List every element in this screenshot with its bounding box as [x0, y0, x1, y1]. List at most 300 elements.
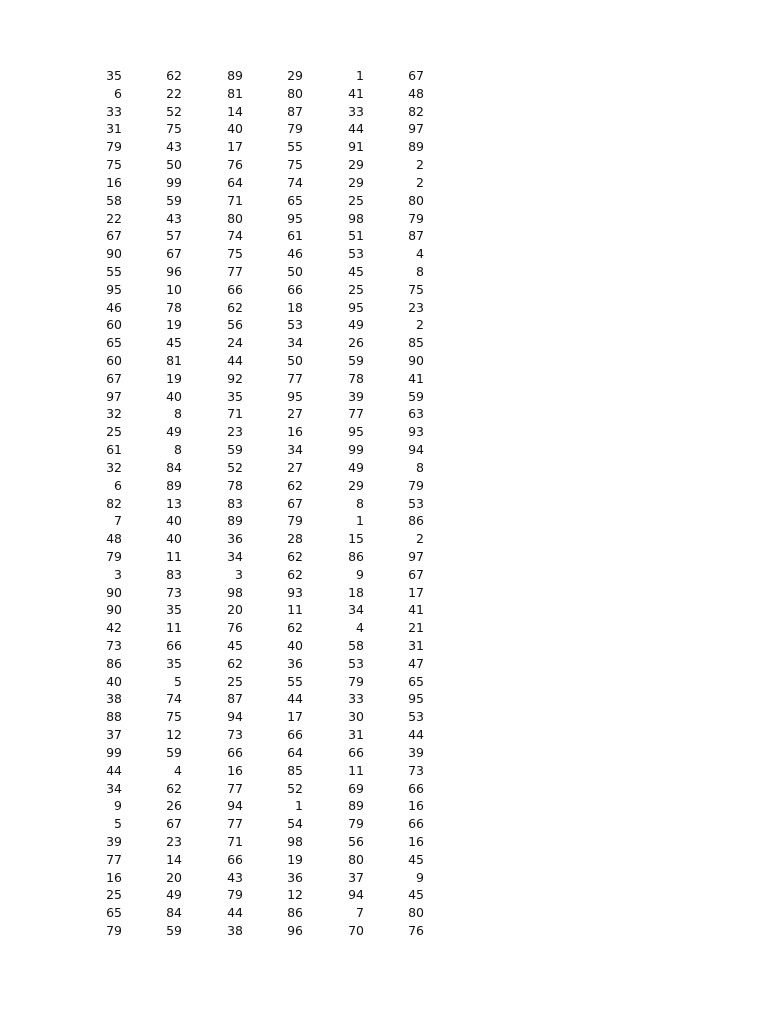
table-cell: 76 [408, 923, 424, 938]
table-cell: 71 [227, 192, 243, 208]
table-cell: 61 [287, 228, 303, 244]
table-cell: 2 [416, 317, 424, 333]
table-cell: 98 [348, 210, 364, 226]
table-cell: 59 [166, 192, 182, 208]
table-cell: 23 [227, 424, 243, 440]
table-row [0, 316, 768, 334]
table-cell: 59 [166, 923, 182, 938]
table-cell: 45 [227, 638, 243, 653]
table-cell: 55 [106, 263, 122, 279]
table-row [0, 459, 768, 477]
table-row [0, 405, 768, 423]
table-cell: 75 [166, 121, 182, 137]
table-cell: 11 [166, 620, 182, 636]
table-row [0, 780, 768, 798]
table-cell: 17 [227, 139, 243, 155]
table-cell: 36 [227, 531, 243, 547]
table-cell: 35 [166, 655, 182, 671]
table-cell: 8 [416, 263, 424, 279]
table-cell: 20 [166, 869, 182, 885]
table-cell: 31 [106, 121, 122, 137]
table-cell: 88 [106, 709, 122, 725]
table-cell: 64 [287, 744, 303, 760]
table-cell: 41 [408, 370, 424, 386]
table-row [0, 281, 768, 299]
table-cell: 66 [166, 638, 182, 653]
table-cell: 35 [166, 602, 182, 618]
table-cell: 59 [408, 388, 424, 404]
table-row [0, 156, 768, 174]
table-cell: 90 [408, 353, 424, 368]
table-cell: 99 [166, 174, 182, 190]
table-cell: 84 [166, 905, 182, 921]
table-cell: 44 [408, 727, 424, 743]
table-cell: 12 [287, 887, 303, 903]
table-cell: 57 [166, 228, 182, 244]
table-cell: 77 [227, 780, 243, 796]
table-cell: 40 [227, 121, 243, 137]
table-cell: 41 [408, 602, 424, 618]
table-cell: 40 [106, 673, 122, 689]
table-cell: 66 [408, 816, 424, 832]
table-row [0, 690, 768, 708]
table-cell: 73 [166, 584, 182, 600]
table-cell: 66 [227, 851, 243, 867]
table-cell: 9 [114, 798, 122, 814]
table-cell: 11 [287, 602, 303, 618]
table-cell: 44 [106, 762, 122, 778]
table-row [0, 103, 768, 121]
table-cell: 23 [408, 299, 424, 315]
table-cell: 74 [227, 228, 243, 244]
table-cell: 39 [106, 833, 122, 849]
table-row [0, 548, 768, 566]
table-row [0, 512, 768, 530]
table-cell: 17 [408, 584, 424, 600]
table-cell: 2 [416, 531, 424, 547]
table-cell: 38 [227, 923, 243, 938]
table-cell: 29 [348, 157, 364, 173]
table-cell: 4 [416, 246, 424, 262]
table-cell: 33 [348, 691, 364, 707]
table-cell: 95 [408, 691, 424, 707]
table-cell: 77 [227, 263, 243, 279]
table-cell: 43 [166, 139, 182, 155]
table-cell: 35 [106, 68, 122, 83]
table-cell: 94 [408, 442, 424, 458]
table-cell: 79 [227, 887, 243, 903]
table-cell: 80 [227, 210, 243, 226]
table-row [0, 904, 768, 922]
table-row [0, 370, 768, 388]
table-cell: 94 [227, 709, 243, 725]
table-cell: 70 [348, 923, 364, 938]
table-cell: 18 [348, 584, 364, 600]
table-cell: 79 [287, 121, 303, 137]
table-cell: 54 [287, 816, 303, 832]
table-cell: 75 [106, 157, 122, 173]
table-cell: 55 [287, 139, 303, 155]
table-cell: 4 [174, 762, 182, 778]
table-cell: 26 [166, 798, 182, 814]
table-cell: 62 [287, 566, 303, 582]
table-cell: 67 [408, 566, 424, 582]
table-cell: 66 [287, 281, 303, 297]
table-cell: 86 [287, 905, 303, 921]
table-row [0, 744, 768, 762]
table-cell: 34 [106, 780, 122, 796]
table-cell: 28 [287, 531, 303, 547]
table-cell: 52 [166, 103, 182, 119]
table-cell: 42 [106, 620, 122, 636]
table-cell: 2 [416, 157, 424, 173]
table-cell: 71 [227, 833, 243, 849]
table-row [0, 566, 768, 584]
table-cell: 86 [408, 513, 424, 529]
table-cell: 95 [287, 388, 303, 404]
table-cell: 94 [227, 798, 243, 814]
table-cell: 79 [348, 673, 364, 689]
table-row [0, 655, 768, 673]
table-cell: 99 [106, 744, 122, 760]
table-row [0, 210, 768, 228]
table-cell: 93 [287, 584, 303, 600]
table-cell: 62 [227, 655, 243, 671]
table-cell: 22 [166, 85, 182, 101]
table-cell: 25 [106, 424, 122, 440]
table-cell: 32 [106, 459, 122, 475]
table-cell: 62 [287, 548, 303, 564]
table-row [0, 334, 768, 352]
table-cell: 14 [227, 103, 243, 119]
table-cell: 71 [227, 406, 243, 422]
table-cell: 66 [287, 727, 303, 743]
table-cell: 55 [287, 673, 303, 689]
table-row [0, 833, 768, 851]
table-cell: 3 [235, 566, 243, 582]
table-cell: 18 [287, 299, 303, 315]
table-cell: 58 [348, 638, 364, 653]
table-row [0, 922, 768, 940]
table-cell: 6 [114, 85, 122, 101]
table-cell: 75 [166, 709, 182, 725]
table-cell: 78 [227, 477, 243, 493]
table-cell: 34 [348, 602, 364, 618]
table-cell: 78 [348, 370, 364, 386]
table-row [0, 138, 768, 156]
table-cell: 82 [106, 495, 122, 511]
table-cell: 83 [166, 566, 182, 582]
table-cell: 25 [348, 192, 364, 208]
table-cell: 84 [166, 459, 182, 475]
table-cell: 89 [166, 477, 182, 493]
table-row [0, 85, 768, 103]
table-cell: 23 [166, 833, 182, 849]
table-row [0, 174, 768, 192]
table-row [0, 245, 768, 263]
table-cell: 79 [348, 816, 364, 832]
table-cell: 79 [408, 477, 424, 493]
table-cell: 40 [166, 531, 182, 547]
table-cell: 37 [348, 869, 364, 885]
table-cell: 10 [166, 281, 182, 297]
table-cell: 44 [287, 691, 303, 707]
table-cell: 19 [166, 317, 182, 333]
table-cell: 11 [348, 762, 364, 778]
table-cell: 89 [408, 139, 424, 155]
table-cell: 98 [287, 833, 303, 849]
table-row [0, 637, 768, 655]
table-cell: 62 [287, 477, 303, 493]
table-cell: 20 [227, 602, 243, 618]
table-cell: 80 [348, 851, 364, 867]
table-cell: 27 [287, 459, 303, 475]
table-cell: 95 [106, 281, 122, 297]
table-cell: 53 [287, 317, 303, 333]
table-cell: 96 [287, 923, 303, 938]
table-cell: 33 [106, 103, 122, 119]
table-cell: 66 [408, 780, 424, 796]
table-row [0, 601, 768, 619]
table-row [0, 423, 768, 441]
table-cell: 19 [166, 370, 182, 386]
table-cell: 15 [348, 531, 364, 547]
table-cell: 79 [106, 923, 122, 938]
table-row [0, 708, 768, 726]
table-row [0, 851, 768, 869]
table-row [0, 495, 768, 513]
table-cell: 27 [287, 406, 303, 422]
table-cell: 2 [416, 174, 424, 190]
table-cell: 65 [408, 673, 424, 689]
table-cell: 22 [106, 210, 122, 226]
table-cell: 86 [106, 655, 122, 671]
table-cell: 76 [227, 157, 243, 173]
table-cell: 91 [348, 139, 364, 155]
table-cell: 17 [287, 709, 303, 725]
table-cell: 36 [287, 869, 303, 885]
table-cell: 45 [408, 887, 424, 903]
table-cell: 86 [348, 548, 364, 564]
table-cell: 81 [227, 85, 243, 101]
table-cell: 16 [227, 762, 243, 778]
table-cell: 89 [348, 798, 364, 814]
table-cell: 21 [408, 620, 424, 636]
table-row [0, 67, 768, 85]
table-cell: 14 [166, 851, 182, 867]
table-cell: 5 [174, 673, 182, 689]
table-cell: 89 [227, 513, 243, 529]
table-cell: 66 [227, 744, 243, 760]
table-cell: 62 [166, 68, 182, 83]
table-cell: 37 [106, 727, 122, 743]
table-cell: 16 [408, 798, 424, 814]
table-cell: 66 [348, 744, 364, 760]
table-cell: 56 [227, 317, 243, 333]
table-cell: 16 [106, 174, 122, 190]
table-cell: 77 [227, 816, 243, 832]
table-cell: 74 [166, 691, 182, 707]
table-cell: 87 [227, 691, 243, 707]
table-cell: 90 [106, 584, 122, 600]
table-cell: 63 [408, 406, 424, 422]
table-cell: 49 [348, 317, 364, 333]
table-cell: 67 [287, 495, 303, 511]
table-cell: 95 [348, 424, 364, 440]
table-cell: 44 [227, 353, 243, 368]
table-cell: 36 [287, 655, 303, 671]
table-cell: 79 [106, 548, 122, 564]
table-cell: 98 [227, 584, 243, 600]
table-cell: 3 [114, 566, 122, 582]
table-cell: 97 [408, 121, 424, 137]
table-cell: 7 [356, 905, 364, 921]
table-cell: 53 [408, 495, 424, 511]
table-cell: 11 [166, 548, 182, 564]
table-cell: 79 [408, 210, 424, 226]
table-row [0, 477, 768, 495]
table-cell: 59 [166, 744, 182, 760]
table-cell: 87 [408, 228, 424, 244]
table-cell: 97 [106, 388, 122, 404]
table-cell: 5 [114, 816, 122, 832]
table-cell: 95 [287, 210, 303, 226]
table-cell: 25 [348, 281, 364, 297]
table-cell: 73 [106, 638, 122, 653]
table-cell: 8 [356, 495, 364, 511]
table-row [0, 869, 768, 887]
table-cell: 46 [287, 246, 303, 262]
table-row [0, 263, 768, 281]
table-cell: 67 [106, 370, 122, 386]
table-row [0, 584, 768, 602]
table-cell: 59 [348, 353, 364, 368]
table-cell: 47 [408, 655, 424, 671]
table-cell: 69 [348, 780, 364, 796]
table-cell: 39 [348, 388, 364, 404]
table-cell: 48 [408, 85, 424, 101]
table-row [0, 530, 768, 548]
number-table [0, 67, 768, 940]
table-cell: 82 [408, 103, 424, 119]
table-cell: 75 [408, 281, 424, 297]
table-cell: 79 [287, 513, 303, 529]
table-cell: 83 [227, 495, 243, 511]
table-cell: 39 [408, 744, 424, 760]
table-row [0, 886, 768, 904]
table-cell: 44 [348, 121, 364, 137]
table-cell: 99 [348, 442, 364, 458]
table-cell: 61 [106, 442, 122, 458]
table-cell: 94 [348, 887, 364, 903]
table-cell: 60 [106, 353, 122, 368]
table-row [0, 299, 768, 317]
table-cell: 1 [356, 68, 364, 83]
table-cell: 62 [227, 299, 243, 315]
table-cell: 76 [227, 620, 243, 636]
table-cell: 13 [166, 495, 182, 511]
table-cell: 12 [166, 727, 182, 743]
table-cell: 65 [106, 335, 122, 351]
table-cell: 52 [287, 780, 303, 796]
table-cell: 77 [348, 406, 364, 422]
table-row [0, 441, 768, 459]
table-cell: 40 [166, 388, 182, 404]
table-cell: 58 [106, 192, 122, 208]
table-cell: 87 [287, 103, 303, 119]
table-cell: 6 [114, 477, 122, 493]
table-cell: 52 [227, 459, 243, 475]
table-cell: 34 [287, 442, 303, 458]
table-cell: 50 [287, 263, 303, 279]
table-cell: 34 [287, 335, 303, 351]
table-cell: 65 [287, 192, 303, 208]
table-cell: 97 [408, 548, 424, 564]
table-cell: 8 [174, 442, 182, 458]
table-cell: 16 [408, 833, 424, 849]
table-cell: 9 [356, 566, 364, 582]
table-row [0, 388, 768, 406]
table-row [0, 726, 768, 744]
table-cell: 80 [408, 905, 424, 921]
table-cell: 29 [348, 477, 364, 493]
table-row [0, 352, 768, 370]
table-row [0, 797, 768, 815]
table-cell: 50 [166, 157, 182, 173]
table-cell: 40 [166, 513, 182, 529]
table-cell: 67 [166, 246, 182, 262]
table-row [0, 619, 768, 637]
table-cell: 46 [106, 299, 122, 315]
table-cell: 44 [227, 905, 243, 921]
table-cell: 80 [408, 192, 424, 208]
table-cell: 96 [166, 263, 182, 279]
table-cell: 7 [114, 513, 122, 529]
table-cell: 59 [227, 442, 243, 458]
table-cell: 1 [356, 513, 364, 529]
table-cell: 64 [227, 174, 243, 190]
table-cell: 75 [227, 246, 243, 262]
table-row [0, 762, 768, 780]
table-cell: 19 [287, 851, 303, 867]
table-cell: 26 [348, 335, 364, 351]
table-cell: 24 [227, 335, 243, 351]
table-cell: 85 [287, 762, 303, 778]
table-cell: 45 [348, 263, 364, 279]
table-cell: 31 [408, 638, 424, 653]
table-cell: 75 [287, 157, 303, 173]
table-cell: 90 [106, 602, 122, 618]
table-cell: 60 [106, 317, 122, 333]
table-cell: 67 [408, 68, 424, 83]
table-cell: 30 [348, 709, 364, 725]
table-cell: 73 [408, 762, 424, 778]
table-cell: 16 [287, 424, 303, 440]
table-cell: 62 [287, 620, 303, 636]
table-cell: 40 [287, 638, 303, 653]
table-cell: 50 [287, 353, 303, 368]
table-cell: 35 [227, 388, 243, 404]
table-cell: 78 [166, 299, 182, 315]
table-cell: 90 [106, 246, 122, 262]
table-cell: 4 [356, 620, 364, 636]
table-cell: 43 [166, 210, 182, 226]
table-cell: 62 [166, 780, 182, 796]
table-cell: 92 [227, 370, 243, 386]
table-row [0, 192, 768, 210]
table-cell: 77 [287, 370, 303, 386]
table-cell: 41 [348, 85, 364, 101]
